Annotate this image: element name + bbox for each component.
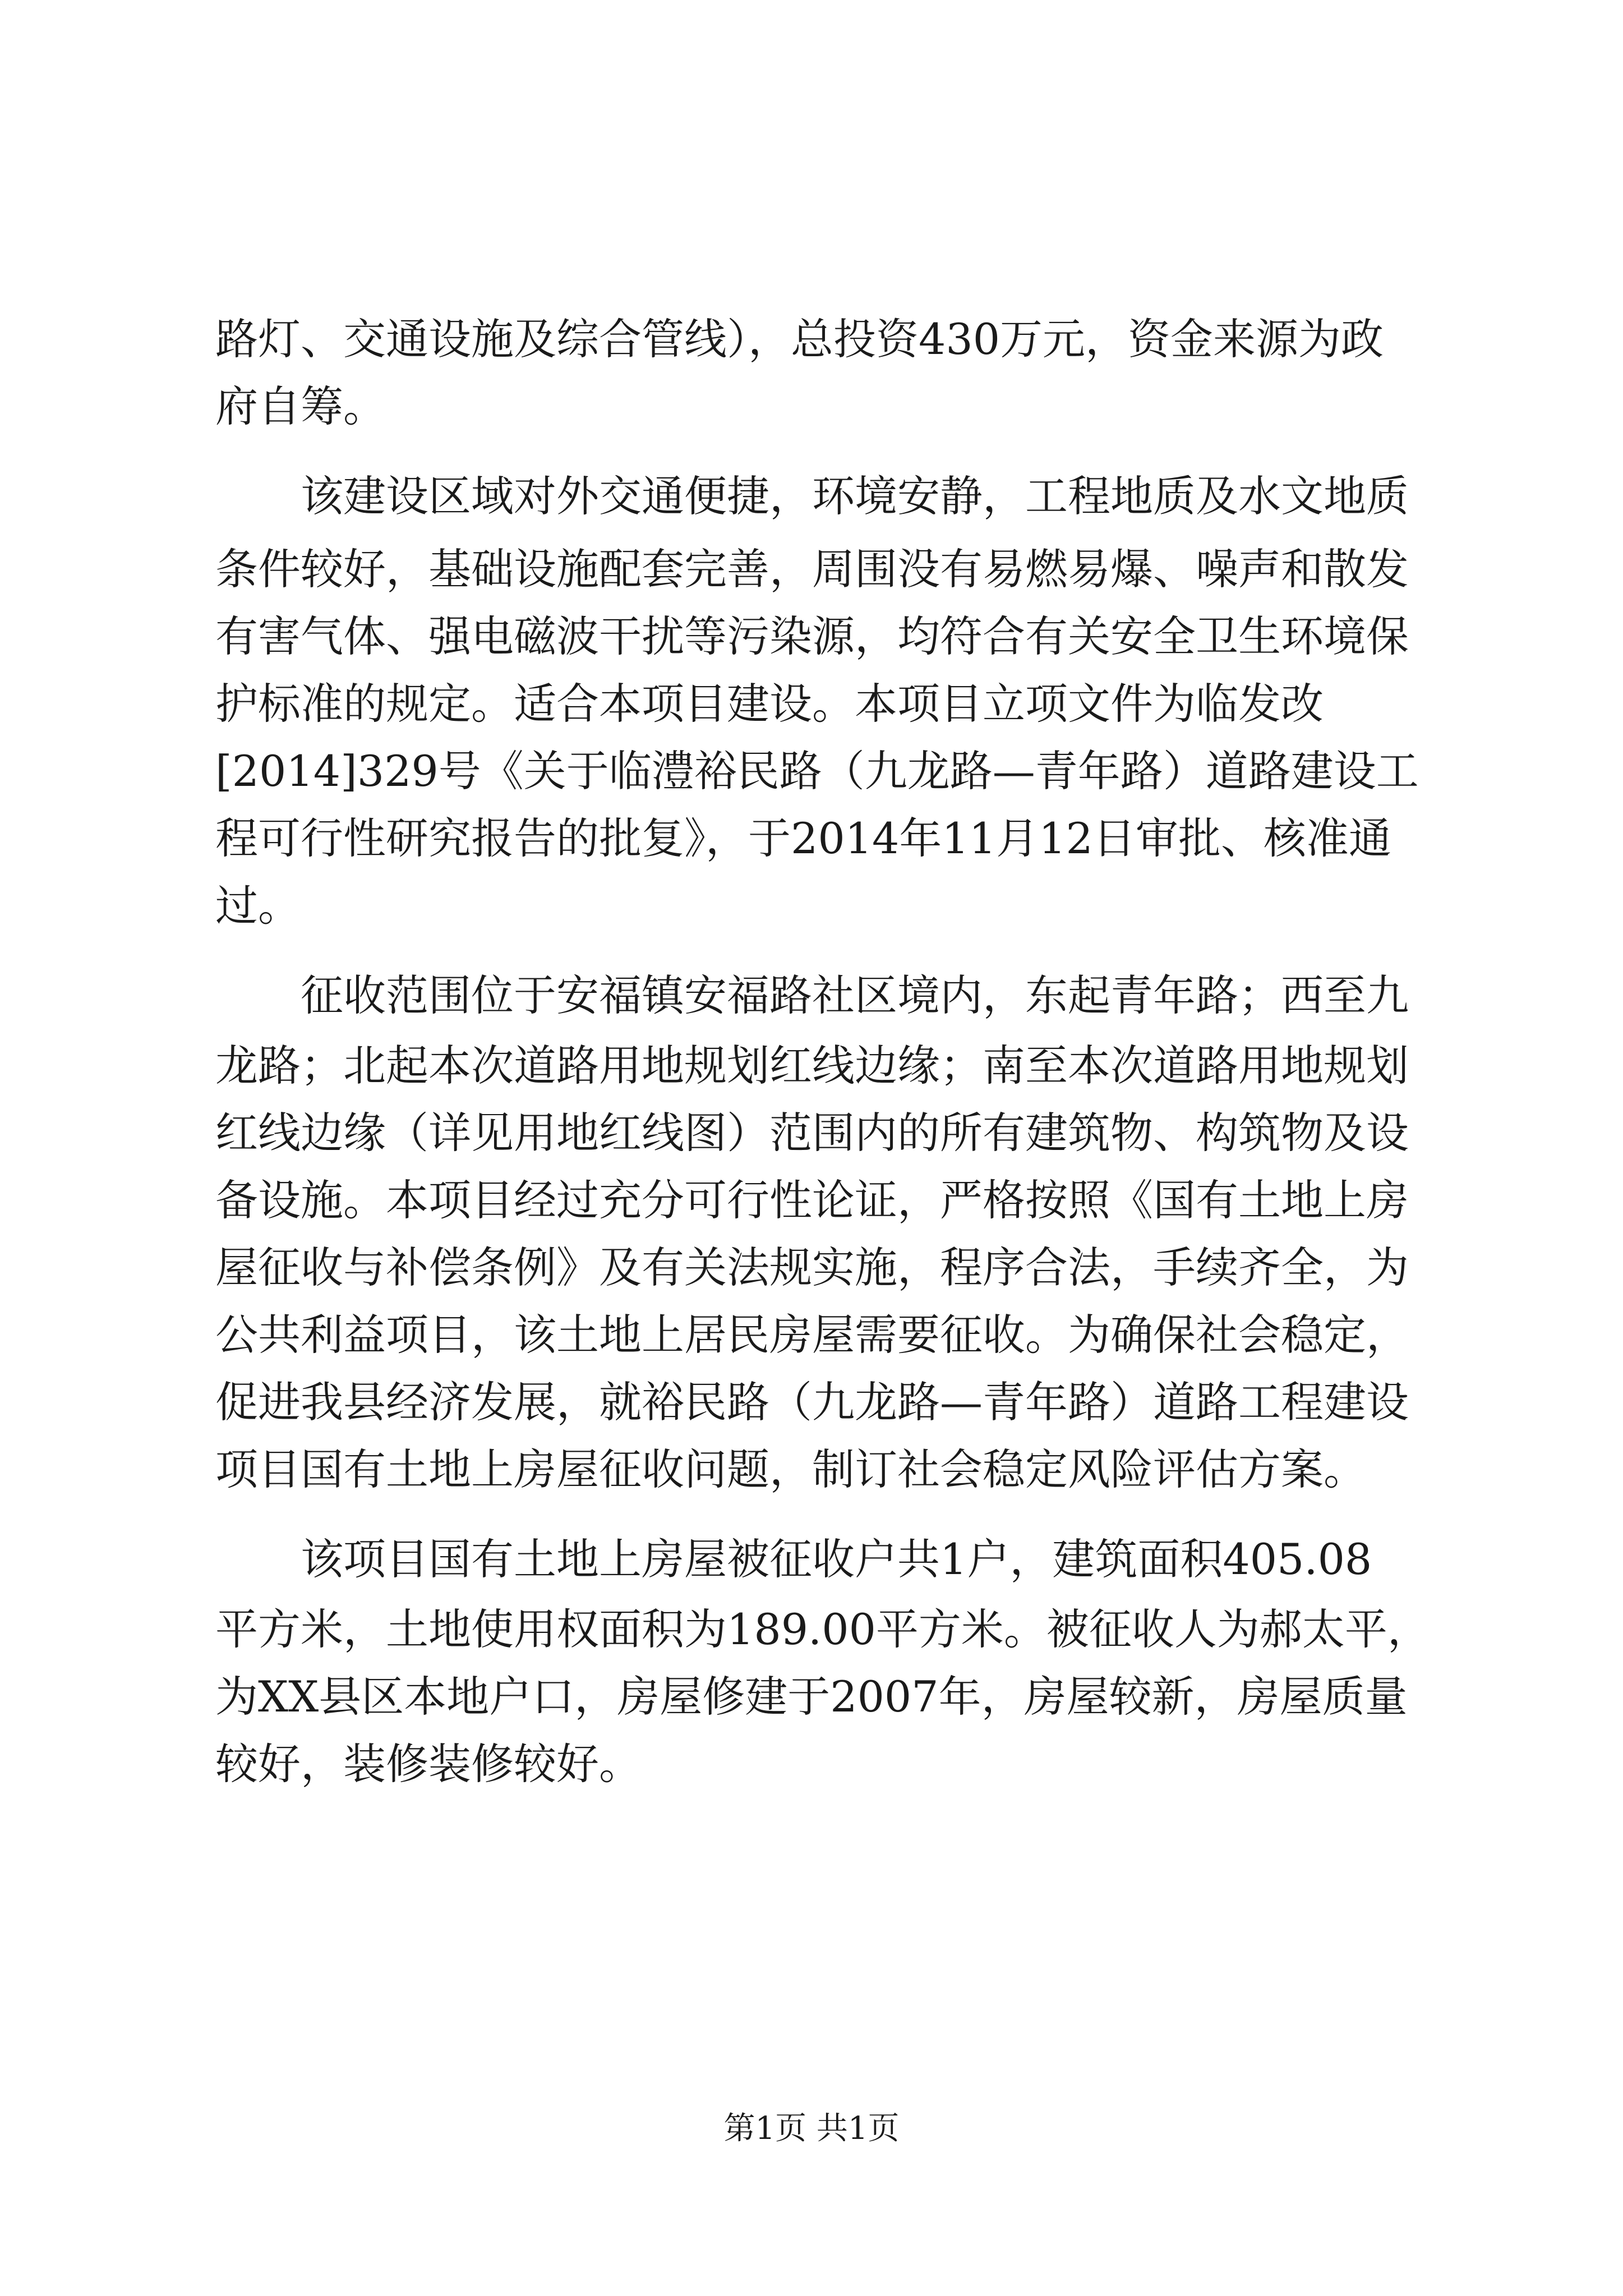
- text-line: 路灯、交通设施及综合管线），总投资430万元，资金来源为政: [215, 314, 1384, 364]
- text-line: 府自筹。: [215, 381, 386, 431]
- text-line: 征收范围位于安福镇安福路社区境内，东起青年路；西至九: [215, 970, 1409, 1020]
- text-line: 备设施。本项目经过充分可行性论证，严格按照《国有土地上房: [215, 1175, 1409, 1225]
- text-line: [2014]329号《关于临澧裕民路（九龙路—青年路）道路建设工: [215, 746, 1419, 796]
- text-line: 该建设区域对外交通便捷，环境安静，工程地质及水文地质: [215, 471, 1409, 521]
- text-line: 龙路；北起本次道路用地规划红线边缘；南至本次道路用地规划: [215, 1041, 1409, 1091]
- text-line: 项目国有土地上房屋征收问题，制订社会稳定风险评估方案。: [215, 1444, 1366, 1494]
- text-line: 为XX县区本地户口，房屋修建于2007年，房屋较新，房屋质量: [215, 1672, 1408, 1722]
- text-line: 程可行性研究报告的批复》，于2014年11月12日审批、核准通: [215, 813, 1391, 863]
- text-line: 促进我县经济发展，就裕民路（九龙路—青年路）道路工程建设: [215, 1377, 1409, 1427]
- text-line: 有害气体、强电磁波干扰等污染源，均符合有关安全卫生环境保: [215, 611, 1409, 661]
- text-line: 过。: [215, 881, 301, 931]
- page-number-footer: 第1页 共1页: [723, 2110, 900, 2147]
- text-line: 较好，装修装修较好。: [215, 1739, 642, 1789]
- text-line: 该项目国有土地上房屋被征收户共1户，建筑面积405.08: [215, 1534, 1372, 1584]
- text-line: 平方米，土地使用权面积为189.00平方米。被征收人为郝太平，: [215, 1604, 1430, 1654]
- text-line: 公共利益项目，该土地上居民房屋需要征收。为确保社会稳定，: [215, 1310, 1409, 1360]
- text-line: 红线边缘（详见用地红线图）范围内的所有建筑物、构筑物及设: [215, 1108, 1409, 1158]
- text-line: 护标准的规定。适合本项目建设。本项目立项文件为临发改: [215, 679, 1324, 729]
- text-line: 屋征收与补偿条例》及有关法规实施，程序合法，手续齐全，为: [215, 1243, 1409, 1292]
- text-line: 条件较好，基础设施配套完善，周围没有易燃易爆、噪声和散发: [215, 544, 1409, 594]
